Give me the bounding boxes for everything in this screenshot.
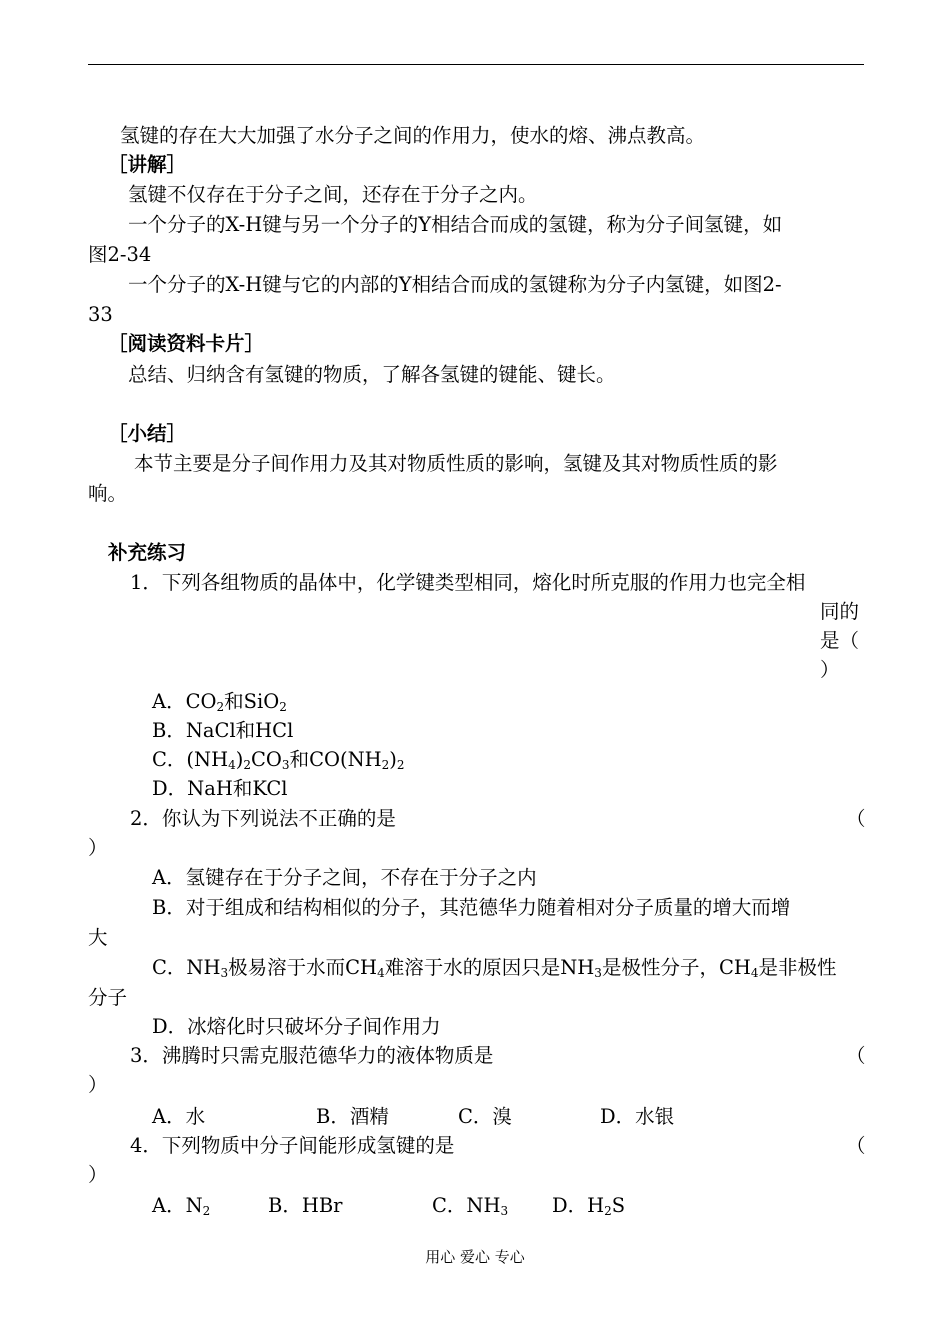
q2-option-b: B．对于组成和结构相似的分子，其范德华力随着相对分子质量的增大而增 (152, 896, 791, 919)
heading-summary: ［小结］ (108, 422, 187, 445)
q1-option-b: B．NaCl和HCl (152, 719, 294, 742)
q1-option-c: C．$(NH_4)_2CO_3$和$CO(NH_2)_2$ (152, 748, 405, 772)
q4-stem: 4．下列物质中分子间能形成氢键的是 (130, 1134, 455, 1157)
q3-option-c: C．溴 (458, 1105, 512, 1128)
paragraph-intermolecular-2: 图2-34 (88, 243, 152, 266)
q4-option-b: B．HBr (268, 1194, 343, 1217)
q1-stem-cont-1: 同的 (820, 600, 860, 623)
paragraph-summary-2: 响。 (88, 482, 128, 505)
q4-option-c: C．$NH_3$ (432, 1194, 509, 1218)
q4-answer-paren-open: （ (846, 1134, 866, 1157)
q2-stem: 2．你认为下列说法不正确的是 (130, 807, 396, 830)
page-footer: 用心 爱心 专心 (425, 1248, 525, 1266)
exercises-title: 补充练习 (108, 541, 187, 564)
q2-answer-paren-close: ） (88, 836, 108, 859)
q3-option-b: B．酒精 (316, 1105, 389, 1128)
q2-option-d: D．冰熔化时只破坏分子间作用力 (152, 1015, 441, 1038)
paragraph-summary-task: 总结、归纳含有氢键的物质，了解各氢键的键能、键长。 (128, 363, 616, 386)
q3-option-d: D．水银 (600, 1105, 675, 1128)
paragraph-intermolecular-1: 一个分子的X-H键与另一个分子的Y相结合而成的氢键，称为分子间氢键，如 (128, 213, 783, 236)
paragraph-intramolecular-2: 33 (88, 303, 113, 326)
q2-answer-paren-open: （ (846, 807, 866, 830)
paragraph-summary-1: 本节主要是分子间作用力及其对物质性质的影响，氢键及其对物质性质的影 (134, 452, 778, 475)
q4-option-a: A．$N_2$ (152, 1194, 211, 1218)
q2-option-a: A．氢键存在于分子之间，不存在于分子之内 (152, 866, 537, 889)
q3-option-a: A．水 (152, 1105, 206, 1128)
q1-stem-cont-2: 是（ (820, 629, 860, 652)
paragraph-hbond-location: 氢键不仅存在于分子之间，还存在于分子之内。 (128, 183, 538, 206)
heading-explanation: ［讲解］ (108, 153, 187, 176)
q2-option-c: C．$NH_3$极易溶于水而$CH_4$难溶于水的原因只是$NH_3$是极性分子，$CH_4$是非极性 (152, 956, 837, 980)
q3-answer-paren-open: （ (846, 1044, 866, 1067)
q1-option-a: A．$CO_2$和SiO$_2$ (152, 690, 287, 714)
q2-option-c-cont: 分子 (88, 986, 128, 1009)
q4-option-d: D．$H_2S$ (552, 1194, 626, 1218)
header-rule (88, 64, 864, 65)
q3-stem: 3．沸腾时只需克服范德华力的液体物质是 (130, 1044, 494, 1067)
q4-answer-paren-close: ） (88, 1163, 108, 1186)
q1-stem-cont-3: ） (820, 658, 840, 681)
q1-option-d: D．NaH和KCl (152, 777, 288, 800)
q3-answer-paren-close: ） (88, 1073, 108, 1096)
heading-reading-card: ［阅读资料卡片］ (108, 332, 265, 355)
paragraph-intramolecular-1: 一个分子的X-H键与它的内部的Y相结合而成的氢键称为分子内氢键，如图2- (128, 273, 782, 296)
q2-option-b-cont: 大 (88, 926, 108, 949)
paragraph-hbond-effect: 氢键的存在大大加强了水分子之间的作用力，使水的熔、沸点教高。 (120, 124, 706, 147)
q1-stem: 1．下列各组物质的晶体中，化学键类型相同，熔化时所克服的作用力也完全相 (130, 571, 806, 594)
